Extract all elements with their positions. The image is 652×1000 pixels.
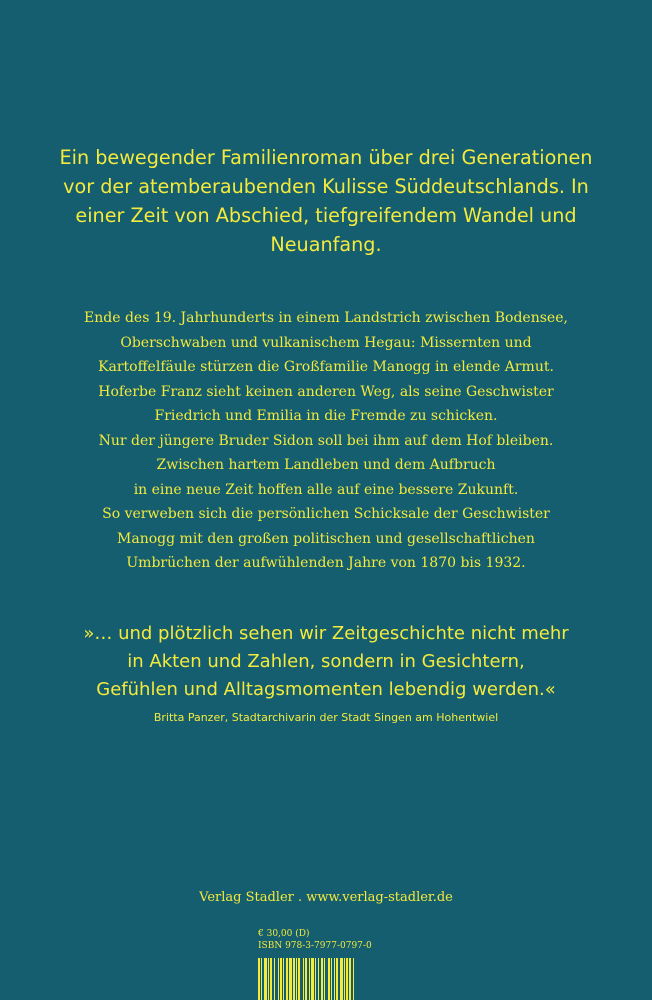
- quote-line: »… und plötzlich sehen wir Zeitgeschichte nicht mehr: [83, 623, 569, 644]
- price-label: € 30,00 (D): [258, 929, 310, 939]
- blurb-line: Friedrich und Emilia in die Fremde zu schicken.: [154, 408, 498, 424]
- barcode-image: [258, 958, 418, 1000]
- blurb-text: [30, 306, 622, 576]
- isbn-label: ISBN 978-3-7977-0797-0: [258, 941, 372, 951]
- quote-line: Gefühlen und Alltagsmomenten lebendig werden.«: [96, 679, 556, 700]
- blurb-line: Hoferbe Franz sieht keinen anderen Weg, als seine Geschwister: [98, 383, 554, 400]
- blurb-line: Kartoffelfäule stürzen die Großfamilie Manogg in elende Armut.: [98, 359, 554, 375]
- teaser-line: einer Zeit von Abschied, tiefgreifendem Wandel und: [75, 204, 577, 227]
- teaser-line: vor der atemberaubenden Kulisse Süddeutschlands. In: [63, 175, 589, 198]
- teaser-line: Neuanfang.: [270, 233, 382, 256]
- blurb-line: So verweben sich die persönlichen Schicksale der Geschwister: [102, 506, 550, 522]
- blurb-line: Umbrüchen der aufwühlenden Jahre von 1870 bis 1932.: [126, 555, 526, 571]
- blurb-line: Oberschwaben und vulkanischem Hegau: Missernten und: [120, 334, 532, 351]
- blurb-line: Zwischen hartem Landleben und dem Aufbruch: [156, 457, 496, 473]
- publisher-line: Verlag Stadler . www.verlag-stadler.de: [199, 890, 453, 905]
- blurb-line: Manogg mit den großen politischen und gesellschaftlichen: [117, 530, 535, 547]
- price-block: [258, 928, 438, 952]
- teaser-text: [30, 143, 622, 259]
- barcode-bar: [354, 958, 355, 1000]
- blurb-line: in eine neue Zeit hoffen alle auf eine bessere Zukunft.: [133, 481, 519, 498]
- review-quote: [30, 620, 622, 704]
- teaser-line: Ein bewegender Familienroman über drei Generationen: [59, 146, 593, 169]
- quote-attribution: Britta Panzer, Stadtarchivarin der Stadt Singen am Hohentwiel: [153, 711, 499, 724]
- quote-line: in Akten und Zahlen, sondern in Gesichtern,: [127, 651, 525, 672]
- blurb-line: Ende des 19. Jahrhunderts in einem Landstrich zwischen Bodensee,: [84, 310, 568, 326]
- blurb-line: Nur der jüngere Bruder Sidon soll bei ihm auf dem Hof bleiben.: [98, 432, 554, 449]
